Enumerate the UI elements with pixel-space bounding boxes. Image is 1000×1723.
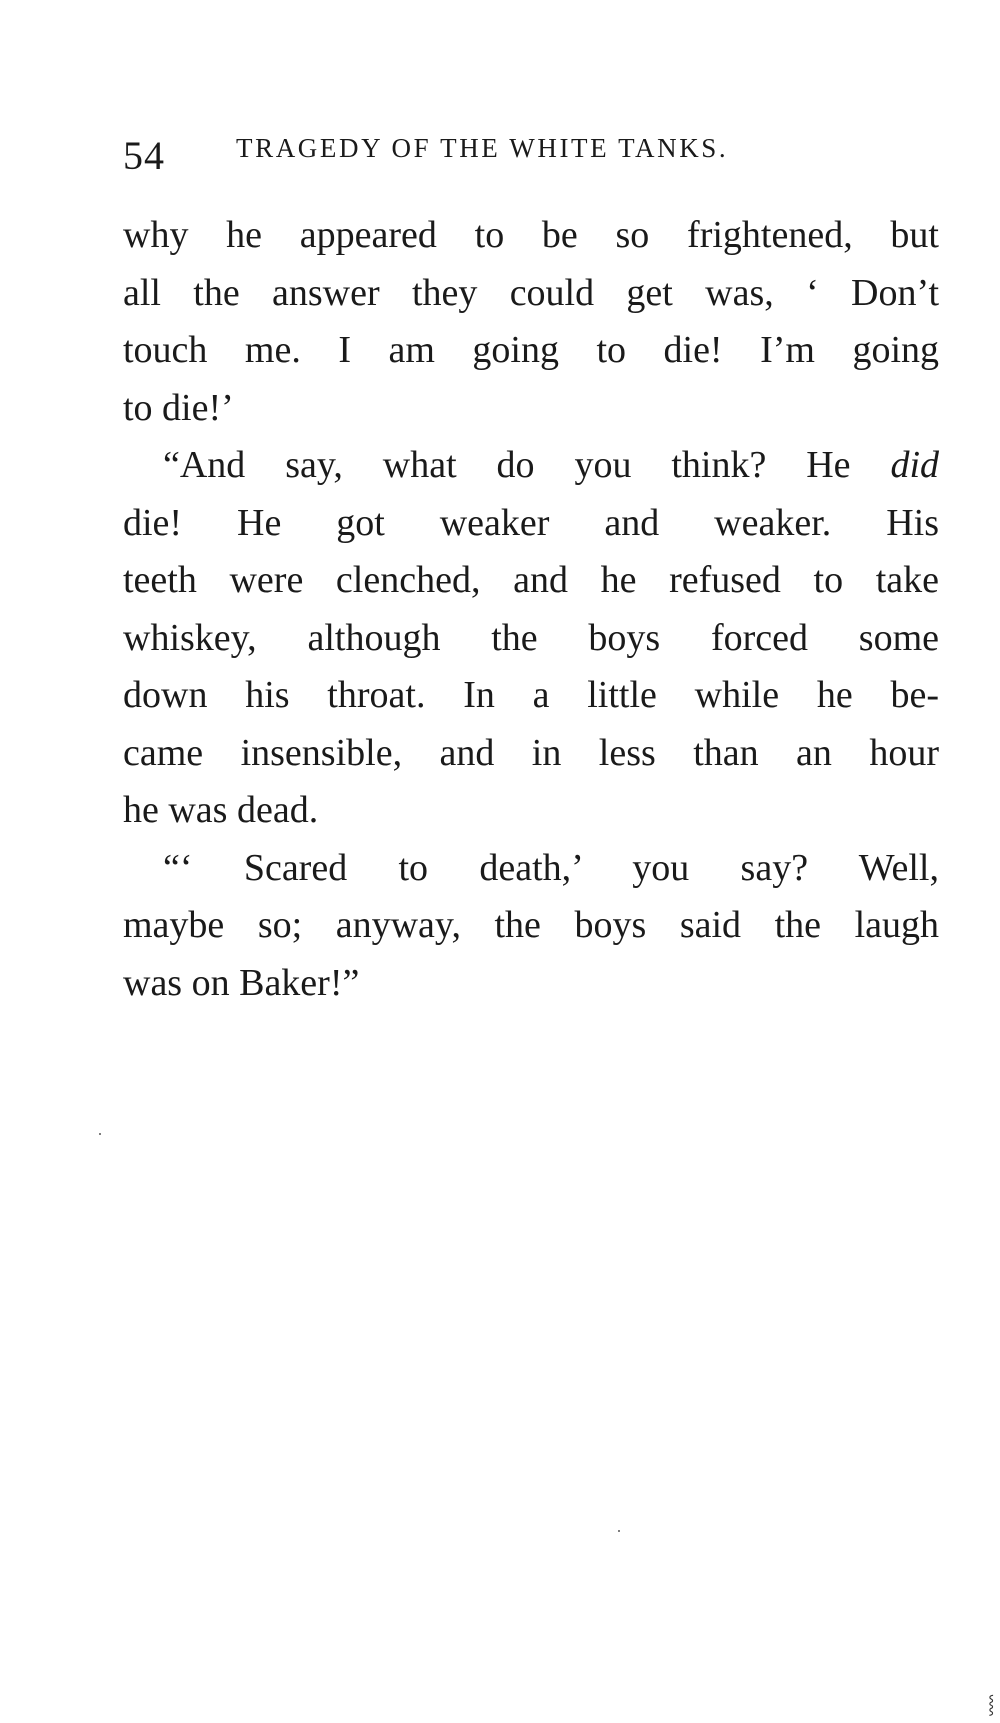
text-line: teeth were clenched, and he refused to take bbox=[123, 559, 939, 601]
text-line: all the answer they could get was, ‘ Don’t bbox=[123, 271, 939, 314]
page-number: 54 bbox=[123, 133, 165, 178]
paragraph bbox=[123, 207, 939, 437]
text-line: whiskey, although the boys forced some bbox=[123, 616, 939, 659]
running-head bbox=[123, 128, 863, 178]
text-line: down his throat. In a little while he be- bbox=[123, 674, 939, 716]
paper-speck bbox=[618, 1530, 620, 1532]
paper-speck bbox=[99, 1133, 101, 1135]
text-line: came insensible, and in less than an hour bbox=[123, 731, 939, 774]
text-line-segment: “And say, what do you think? He bbox=[163, 444, 851, 486]
paragraph bbox=[123, 840, 939, 1013]
text-line: maybe so; anyway, the boys said the laugh bbox=[123, 904, 939, 946]
text-line: was on Baker!” bbox=[123, 961, 360, 1004]
text-line: die! He got weaker and weaker. His bbox=[123, 501, 939, 544]
text-line: to die!’ bbox=[123, 386, 234, 429]
edge-smudge: ⸾ bbox=[988, 1694, 995, 1714]
running-title: TRAGEDY OF THE WHITE TANKS. bbox=[236, 133, 729, 163]
body-text bbox=[123, 207, 939, 1012]
text-line: “‘ Scared to death,’ you say? Well, bbox=[163, 846, 939, 889]
text-line: why he appeared to be so frightened, but bbox=[123, 214, 939, 256]
text-line: touch me. I am going to die! I’m going bbox=[123, 329, 939, 371]
text-line: he was dead. bbox=[123, 789, 319, 831]
paragraph bbox=[123, 437, 939, 840]
emphasis-word: did bbox=[890, 444, 940, 486]
text-line bbox=[123, 437, 939, 495]
